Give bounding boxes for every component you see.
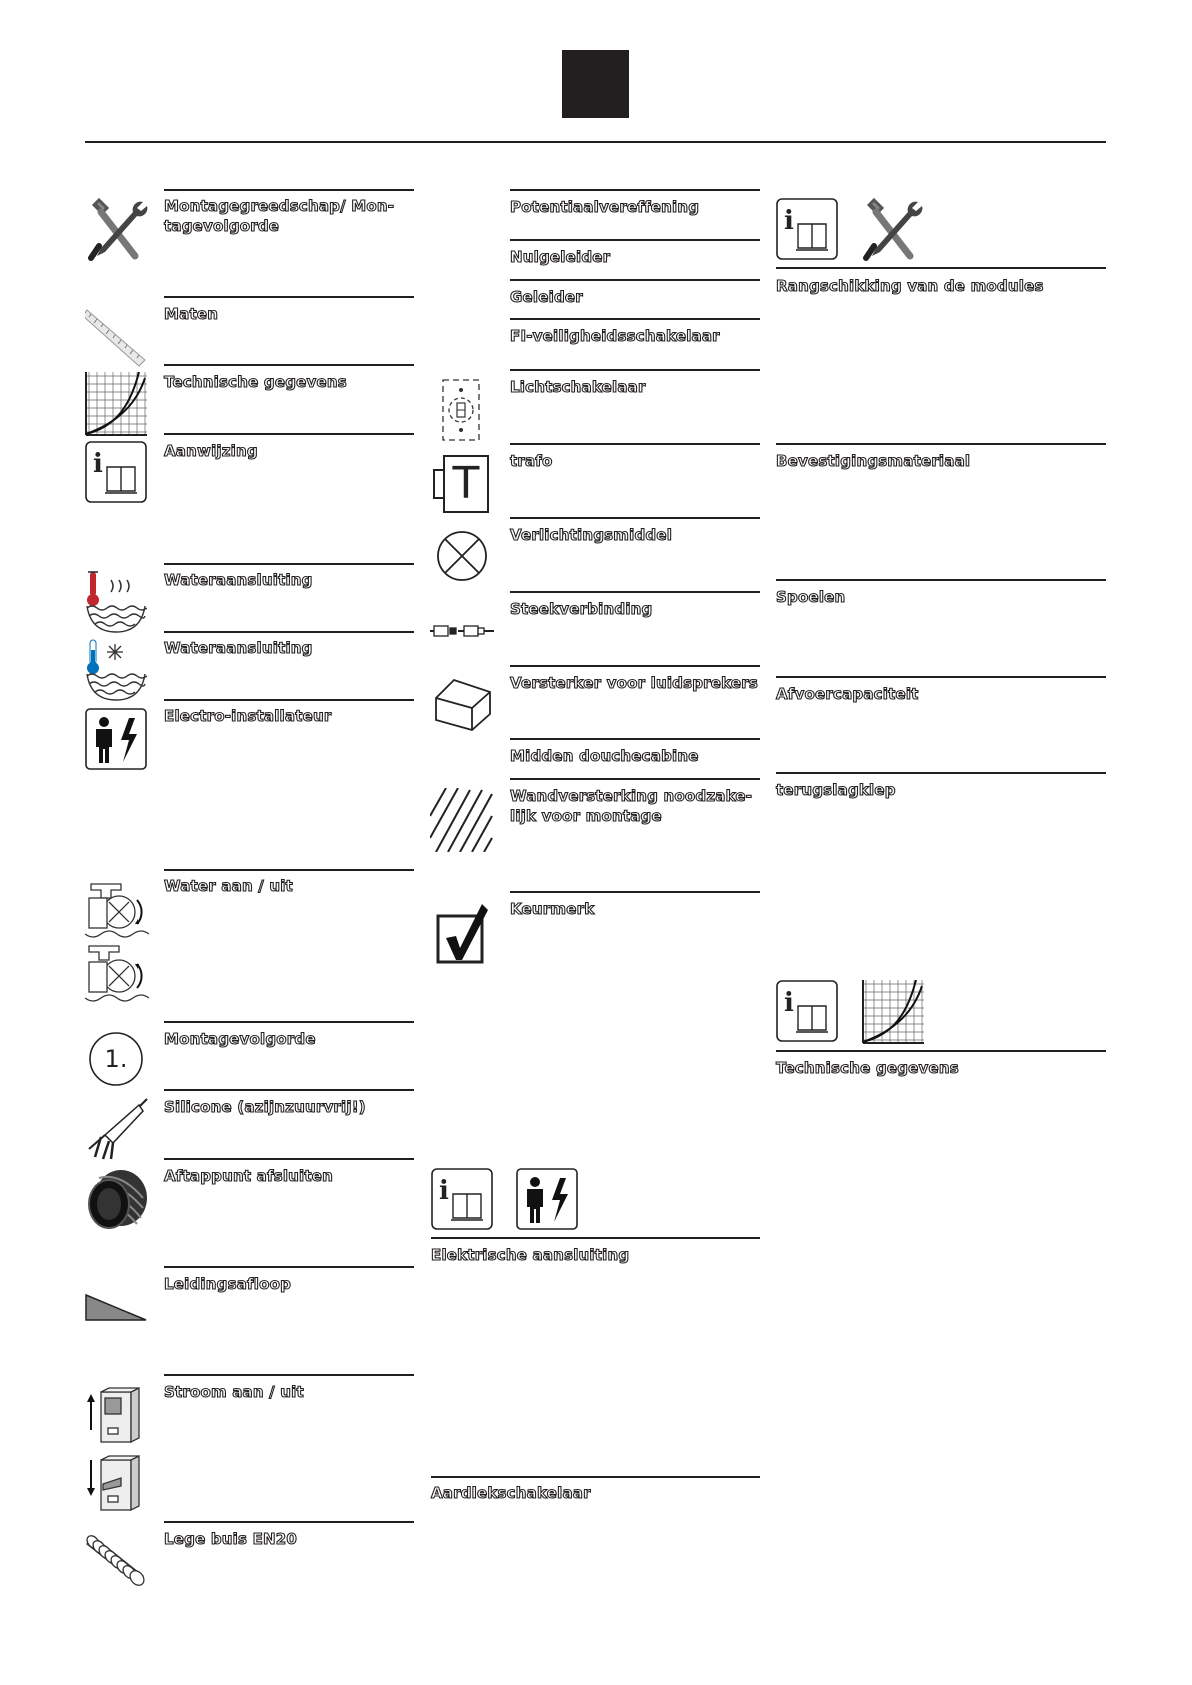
info-letter: i <box>93 449 103 479</box>
label-aanwijzing: Aanwijzing <box>164 442 258 460</box>
rule <box>164 1158 414 1160</box>
graph-icon <box>862 980 924 1044</box>
info-letter: i <box>784 206 794 236</box>
label-montagegreedschap: Montagegreedschap/ Mon- <box>164 197 395 215</box>
info-book-icon <box>85 441 147 503</box>
rule <box>510 318 760 320</box>
info-letter: i <box>439 1176 449 1206</box>
label-afvoercapaciteit: Afvoercapaciteit <box>776 685 919 703</box>
label-keurmerk: Keurmerk <box>510 900 595 918</box>
info-book-icon <box>431 1168 493 1230</box>
tools-icon <box>85 196 149 264</box>
conduit-icon <box>85 1534 149 1588</box>
rule <box>510 738 760 740</box>
label-wandversterking: Wandversterking noodzake- <box>510 787 753 805</box>
transformer-letter: T <box>452 458 480 509</box>
label-wateraansluiting-hot: Wateraansluiting <box>164 571 313 589</box>
step-one-text: 1. <box>104 1045 128 1073</box>
label-trafo: trafo <box>510 452 553 470</box>
rule <box>510 239 760 241</box>
rule <box>776 1050 1106 1052</box>
label-aardlekschakelaar: Aardlekschakelaar <box>431 1484 591 1502</box>
electrician-icon <box>516 1168 578 1230</box>
label-steekverbinding: Steekverbinding <box>510 600 653 618</box>
label-rangschikking: Rangschikking van de modules <box>776 277 1044 295</box>
rule <box>776 267 1106 269</box>
plug-icon <box>85 1168 149 1232</box>
label-water-aan-uit: Water aan / uit <box>164 877 293 895</box>
rule <box>164 1266 414 1268</box>
cold-water-icon <box>85 638 147 702</box>
label-wateraansluiting-cold: Wateraansluiting <box>164 639 313 657</box>
label-wandversterking-2: lijk voor montage <box>510 807 662 825</box>
label-nulgeleider: Nulgeleider <box>510 248 611 266</box>
rule <box>164 563 414 565</box>
label-geleider: Geleider <box>510 288 583 306</box>
info-letter: i <box>784 988 794 1018</box>
connector-icon <box>430 622 494 640</box>
valve-icon <box>85 880 149 1010</box>
rule <box>510 369 760 371</box>
header-rule <box>85 141 1106 143</box>
rule <box>510 591 760 593</box>
label-verlichtingsmiddel: Verlichtingsmiddel <box>510 526 673 544</box>
header-block <box>562 50 629 118</box>
rule <box>164 364 414 366</box>
step-one-icon <box>88 1031 144 1087</box>
lamp-icon <box>436 530 488 582</box>
label-potentiaalvereffening: Potentiaalvereffening <box>510 198 700 216</box>
label-silicone: Silicone (azijnzuurvrij!) <box>164 1098 366 1116</box>
label-montagevolgorde: Montagevolgorde <box>164 1030 316 1048</box>
rule <box>510 891 760 893</box>
label-versterker: Versterker voor luidsprekers <box>510 674 759 692</box>
rule <box>510 443 760 445</box>
light-switch-icon <box>441 378 481 442</box>
rule <box>510 778 760 780</box>
hot-water-icon <box>85 570 147 634</box>
label-lege-buis: Lege buis EN20 <box>164 1530 298 1548</box>
rule <box>164 433 414 435</box>
label-terugslagklep: terugslagklep <box>776 781 896 799</box>
info-book-icon <box>776 980 838 1042</box>
rule <box>164 1521 414 1523</box>
rule <box>510 189 760 191</box>
label-montagegreedschap-2: tagevolgorde <box>164 217 280 235</box>
label-maten: Maten <box>164 305 219 323</box>
label-elektrische-aansluiting: Elektrische aansluiting <box>431 1246 630 1264</box>
info-book-icon <box>776 198 838 260</box>
label-bevestigingsmateriaal: Bevestigingsmateriaal <box>776 452 971 470</box>
label-stroom-aan-uit: Stroom aan / uit <box>164 1383 304 1401</box>
label-lichtschakelaar: Lichtschakelaar <box>510 378 646 396</box>
rule <box>431 1476 760 1478</box>
rule <box>164 296 414 298</box>
electrician-icon <box>85 708 147 770</box>
checkmark-icon <box>434 900 492 966</box>
label-technische-gegevens-2: Technische gegevens <box>776 1059 959 1077</box>
tools-icon <box>860 196 924 264</box>
hatch-icon <box>430 788 494 852</box>
rule <box>776 676 1106 678</box>
silicone-gun-icon <box>85 1097 149 1161</box>
rule <box>164 1374 414 1376</box>
rule <box>776 443 1106 445</box>
rule <box>510 517 760 519</box>
rule <box>431 1237 760 1239</box>
label-electro-installateur: Electro-installateur <box>164 707 332 725</box>
rule <box>164 699 414 701</box>
label-aftappunt-afsluiten: Aftappunt afsluiten <box>164 1167 334 1185</box>
rule <box>164 1089 414 1091</box>
rule <box>164 631 414 633</box>
label-leidingsafloop: Leidingsafloop <box>164 1275 292 1293</box>
rule <box>164 189 414 191</box>
rule <box>776 579 1106 581</box>
rule <box>776 772 1106 774</box>
rule <box>164 869 414 871</box>
label-midden-douchecabine: Midden douchecabine <box>510 747 699 765</box>
label-spoelen: Spoelen <box>776 588 846 606</box>
box-icon <box>434 676 492 732</box>
rule <box>164 1021 414 1023</box>
label-fi-veiligheidsschakelaar: FI-veiligheidsschakelaar <box>510 327 720 345</box>
ruler-icon <box>85 304 149 368</box>
rule <box>510 665 760 667</box>
transformer-icon <box>432 454 490 514</box>
rule <box>510 279 760 281</box>
breaker-icon <box>85 1386 147 1516</box>
slope-icon <box>85 1294 147 1324</box>
graph-icon <box>85 372 147 436</box>
label-technische-gegevens: Technische gegevens <box>164 373 347 391</box>
